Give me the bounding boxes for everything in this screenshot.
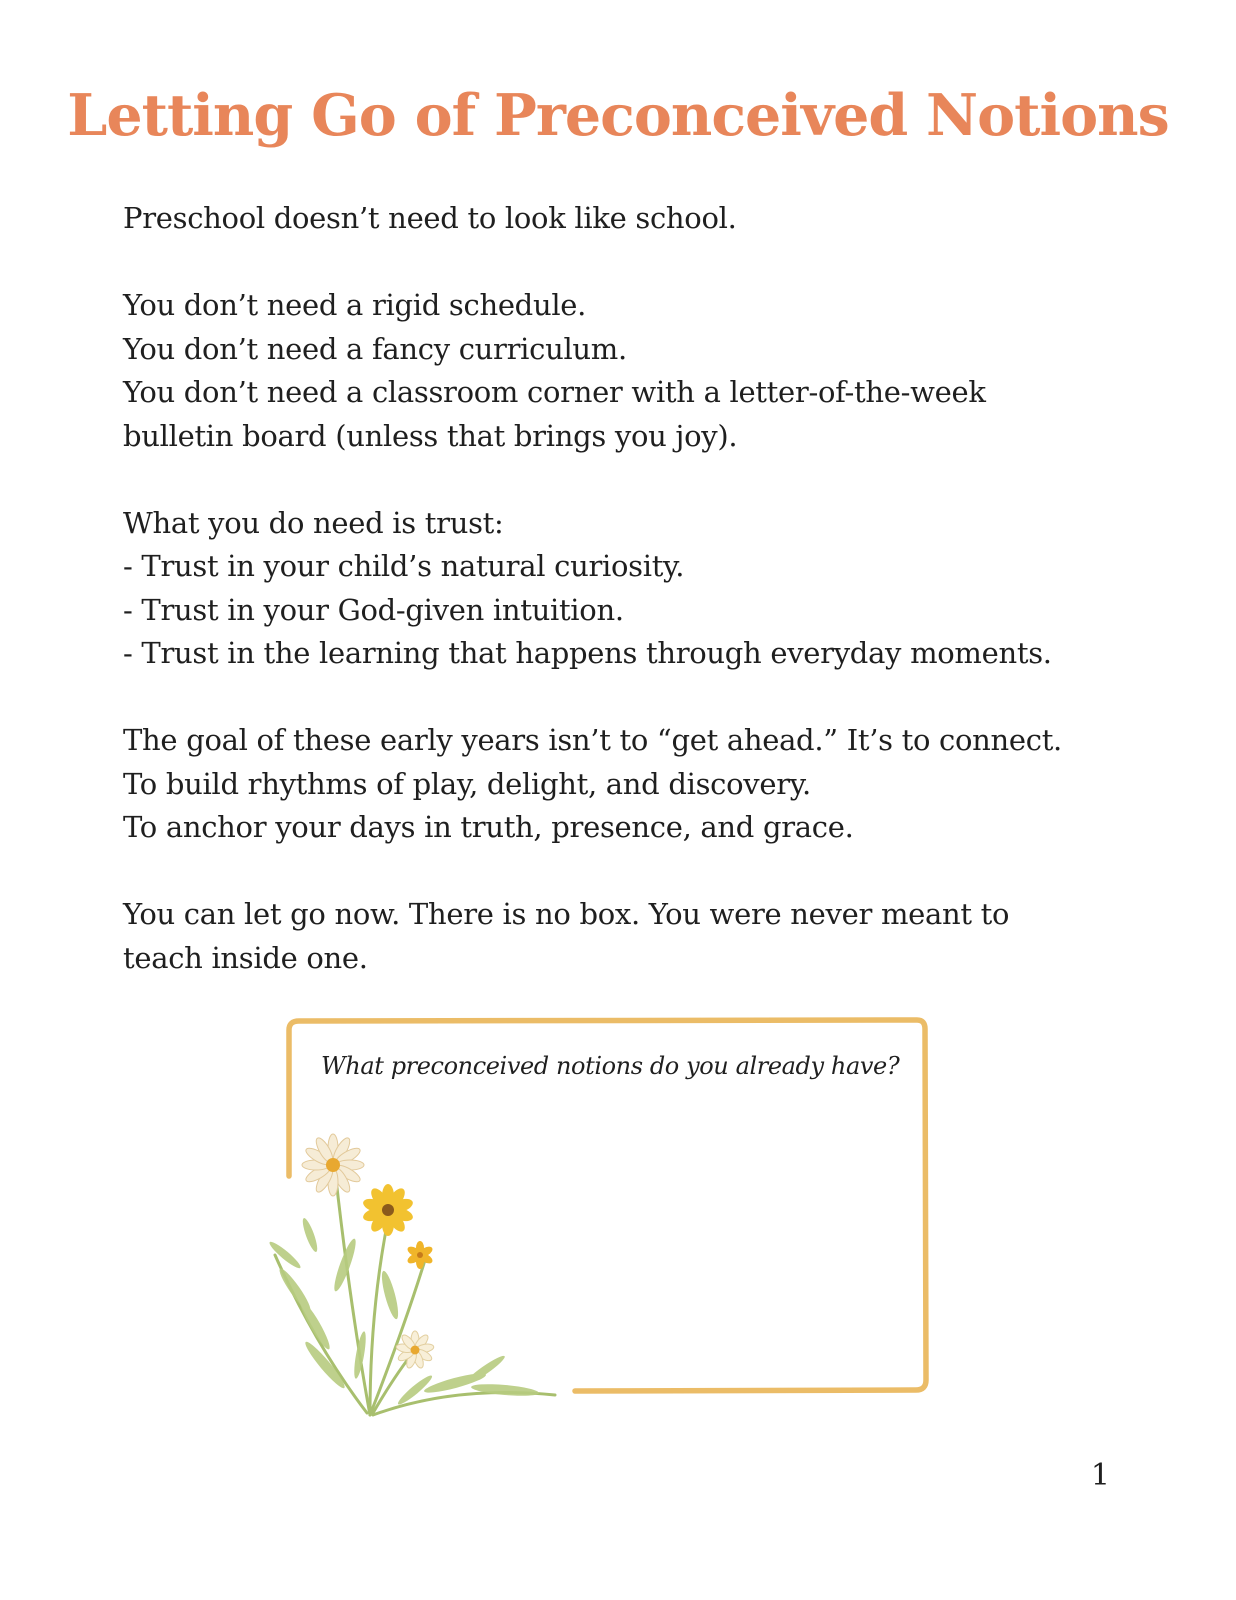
text-line: - Trust in your child’s natural curiosity. (123, 549, 685, 583)
text-line: You can let go now. There is no box. You were never meant to (123, 897, 1010, 931)
paragraph (123, 197, 1133, 241)
journal-prompt: What preconceived notions do you already have? (321, 1052, 900, 1080)
text-line: You don’t need a fancy curriculum. (123, 331, 627, 366)
paragraph (123, 893, 1133, 980)
text-line: Preschool doesn’t need to look like school. (123, 201, 737, 235)
text-line: You don’t need a classroom corner with a letter-of-the-week (123, 375, 986, 409)
text-line: You don’t need a rigid schedule. (123, 288, 587, 322)
text-line: bulletin board (unless that brings you joy). (123, 418, 738, 453)
flower-bouquet-illustration (255, 1125, 575, 1425)
text-line: - Trust in the learning that happens through everyday moments. (123, 636, 1052, 670)
paragraph (123, 284, 1133, 458)
page-title: Letting Go of Preconceived Notions (67, 82, 1169, 149)
body-text (123, 197, 1133, 1024)
page-number: 1 (1090, 1458, 1110, 1493)
paragraph (123, 502, 1133, 676)
text-line: The goal of these early years isn’t to “get ahead.” It’s to connect. (123, 723, 1062, 757)
text-line: - Trust in your God-given intuition. (123, 592, 624, 627)
text-line: To build rhythms of play, delight, and discovery. (123, 766, 811, 801)
paragraph (123, 719, 1133, 850)
text-line: To anchor your days in truth, presence, and grace. (123, 810, 854, 844)
text-line: teach inside one. (123, 940, 368, 975)
text-line: What you do need is trust: (123, 505, 504, 540)
